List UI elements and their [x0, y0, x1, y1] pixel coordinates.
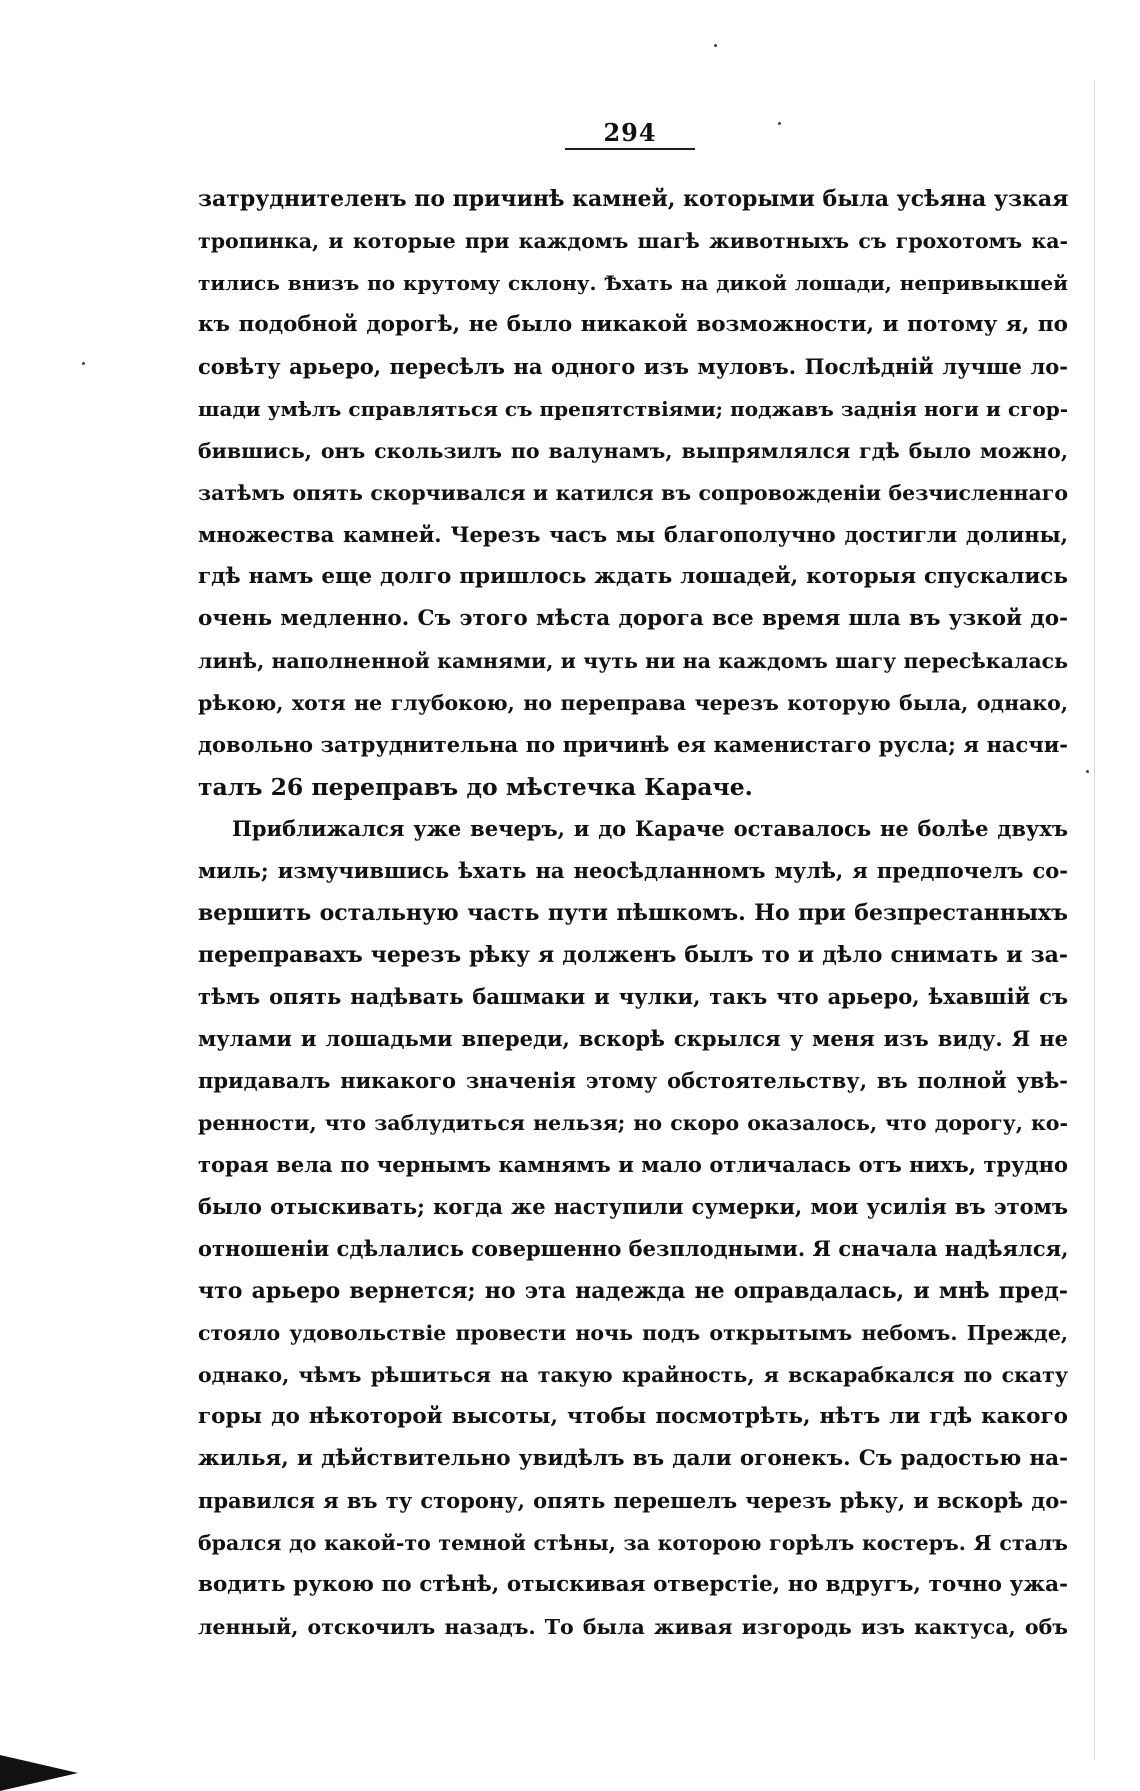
paragraph-1 [198, 178, 1068, 808]
text-line: стояло удовольствіе провести ночь подъ открытымъ небомъ. Прежде, [198, 1321, 1068, 1345]
text-line: было отыскивать; когда же наступили сумерки, мои усилія въ этомъ [198, 1194, 1068, 1219]
text-line: торая вела по чернымъ камнямъ и мало отличалась отъ нихъ, трудно [198, 1152, 1068, 1177]
text-line: что арьеро вернется; но эта надежда не оправдалась, и мнѣ пред- [198, 1278, 1068, 1304]
text-line: миль; измучившись ѣхать на неосѣдланномъ мулѣ, я предпочелъ со- [198, 858, 1068, 883]
text-line: талъ 26 переправъ до мѣстечка Караче. [198, 773, 753, 801]
text-line: совѣту арьеро, пересѣлъ на одного изъ муловъ. Послѣдній лучше ло- [198, 354, 1068, 379]
text-line: придавалъ никакого значенія этому обстоятельству, въ полной увѣ- [198, 1068, 1068, 1093]
text-line: шади умѣлъ справляться съ препятствіями; поджавъ заднія ноги и сгор- [198, 397, 1068, 421]
text-line: брался до какой-то темной стѣны, за которою горѣлъ костеръ. Я сталъ [198, 1531, 1068, 1555]
text-line: тропинка, и которые при каждомъ шагѣ животныхъ съ грохотомъ ка- [198, 229, 1068, 253]
text-line: гдѣ намъ еще долго пришлось ждать лошадей, которыя спускались [198, 564, 1068, 589]
text-line: бившись, онъ скользилъ по валунамъ, выпрямлялся гдѣ было можно, [198, 439, 1068, 463]
scan-speck [82, 362, 85, 365]
page-number: 294 [603, 118, 657, 147]
text-line: переправахъ черезъ рѣку я долженъ былъ то и дѣло снимать и за- [198, 942, 1068, 968]
text-line: къ подобной дорогѣ, не было никакой возможности, и потому я, по [198, 312, 1068, 337]
paragraph-2 [198, 808, 1068, 1648]
text-line: горы до нѣкоторой высоты, чтобы посмотрѣть, нѣтъ ли гдѣ какого [198, 1404, 1068, 1429]
text-line: затруднителенъ по причинѣ камней, которыми была усѣяна узкая [198, 186, 1068, 212]
scan-speck [778, 122, 781, 125]
text-line: правился я въ ту сторону, опять перешелъ черезъ рѣку, и вскорѣ до- [198, 1488, 1068, 1513]
text-line: очень медленно. Съ этого мѣста дорога все время шла въ узкой до- [198, 606, 1068, 631]
scan-speck [1086, 770, 1089, 773]
text-line: ренности, что заблудиться нельзя; но скоро оказалось, что дорогу, ко- [198, 1111, 1068, 1135]
text-line: водить рукою по стѣнѣ, отыскивая отверстіе, но вдругъ, точно ужа- [198, 1572, 1068, 1597]
text-line: ленный, отскочилъ назадъ. То была живая изгородь изъ кактуса, объ [198, 1615, 1068, 1639]
text-line: однако, чѣмъ рѣшиться на такую крайность, я вскарабкался по скату [198, 1363, 1068, 1387]
text-line: рѣкою, хотя не глубокою, но переправа черезъ которую была, однако, [198, 691, 1068, 715]
scan-edge-shadow [1094, 80, 1095, 1760]
text-line: мулами и лошадьми впереди, вскорѣ скрылся у меня изъ виду. Я не [198, 1026, 1068, 1051]
text-line: отношеніи сдѣлались совершенно безплодными. Я сначала надѣялся, [198, 1236, 1068, 1261]
body-text [198, 178, 1068, 1648]
text-line: вершить остальную часть пути пѣшкомъ. Но при безпрестанныхъ [198, 900, 1068, 926]
scan-speck [714, 44, 717, 47]
text-line: затѣмъ опять скорчивался и катился въ сопровожденіи безчисленнаго [198, 481, 1068, 505]
text-line: жилья, и дѣйствительно увидѣлъ въ дали огонекъ. Съ радостью на- [198, 1446, 1068, 1471]
text-line: тились внизъ по крутому склону. Ѣхать на дикой лошади, непривыкшей [198, 271, 1068, 295]
header-rule [565, 148, 695, 150]
scan-corner-mark [0, 1755, 78, 1791]
text-line: Приближался уже вечеръ, и до Караче оставалось не болѣе двухъ [232, 816, 1068, 841]
text-line: довольно затруднительна по причинѣ ея каменистаго русла; я насчи- [198, 732, 1068, 757]
text-line: тѣмъ опять надѣвать башмаки и чулки, такъ что арьеро, ѣхавшій съ [198, 984, 1068, 1009]
text-line: линѣ, наполненной камнями, и чуть ни на каждомъ шагу пересѣкалась [198, 649, 1068, 673]
text-line: множества камней. Черезъ часъ мы благополучно достигли долины, [198, 522, 1068, 547]
